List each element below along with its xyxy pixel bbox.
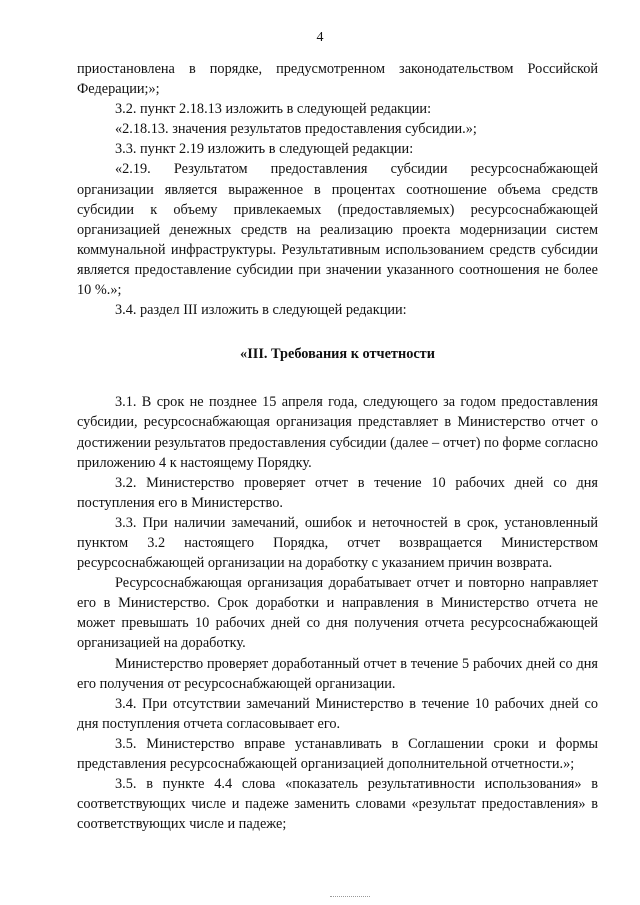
paragraph: 3.2. Министерство проверяет отчет в течение 10 рабочих дней со дня поступления его в Министерство.: [77, 474, 598, 511]
section-heading: «III. Требования к отчетности: [240, 346, 435, 363]
page-number: 4: [316, 30, 324, 45]
paragraph: приостановлена в порядке, предусмотренном законодательством Российской Федерации;»;: [77, 61, 598, 98]
paragraph: Министерство проверяет доработанный отчет в течение 5 рабочих дней со дня его получения от ресурсоснабжающей организации.: [77, 655, 598, 692]
paragraph: 3.5. Министерство вправе устанавливать в Соглашении сроки и формы представления ресурсоснабжающей организацией дополнительной отчетности.»;: [77, 735, 598, 772]
paragraph: 3.3. При наличии замечаний, ошибок и неточностей в срок, установленный пунктом 3.2 настоящего Порядка, отчет возвращается Министерством ресурсоснабжающей организации на доработку с указанием причин возврата.: [77, 514, 598, 572]
paragraph: 3.4. раздел III изложить в следующей редакции:: [115, 302, 407, 319]
paragraph: 3.5. в пункте 4.4 слова «показатель результативности использования» в соответствующих числе и падеже заменить словами «результат предоставления» в соответствующих числе и падеже;: [77, 776, 598, 833]
paragraph: 3.4. При отсутствии замечаний Министерство в течение 10 рабочих дней со дня поступления отчета согласовывает его.: [77, 695, 598, 732]
paragraph: «2.18.13. значения результатов предоставления субсидии.»;: [115, 121, 477, 138]
paragraph: 3.2. пункт 2.18.13 изложить в следующей редакции:: [115, 101, 432, 118]
document-body: [77, 59, 598, 834]
paragraph: 3.1. В срок не позднее 15 апреля года, следующего за годом предоставления субсидии, ресурсоснабжающая организация представляет в Министерство отчет о достижении результатов предоставления субсидии (далее – отчет) по форме согласно приложению 4 к настоящему Порядку.: [77, 394, 598, 471]
paragraph: Ресурсоснабжающая организация дорабатывает отчет и повторно направляет его в Министерство. Срок доработки и направления в Министерство отчета не может превышать 10 рабочих дней со дня получения отчета ресурсоснабжающей организацией на доработку.: [77, 575, 598, 652]
paragraph: «2.19. Результатом предоставления субсидии ресурсоснабжающей организации является выраженное в процентах соотношение объема средств субсидии к объему привлекаемых (предоставляемых) ресурсоснабжающей организацией денежных средств на реализацию проекта модернизации систем коммунальной инфраструктуры. Результативным использованием средств субсидии является предоставление субсидии при значении указанного соотношения не более 10 %.»;: [77, 161, 598, 299]
scan-artifact: [330, 896, 370, 898]
paragraph: 3.3. пункт 2.19 изложить в следующей редакции:: [115, 141, 414, 158]
